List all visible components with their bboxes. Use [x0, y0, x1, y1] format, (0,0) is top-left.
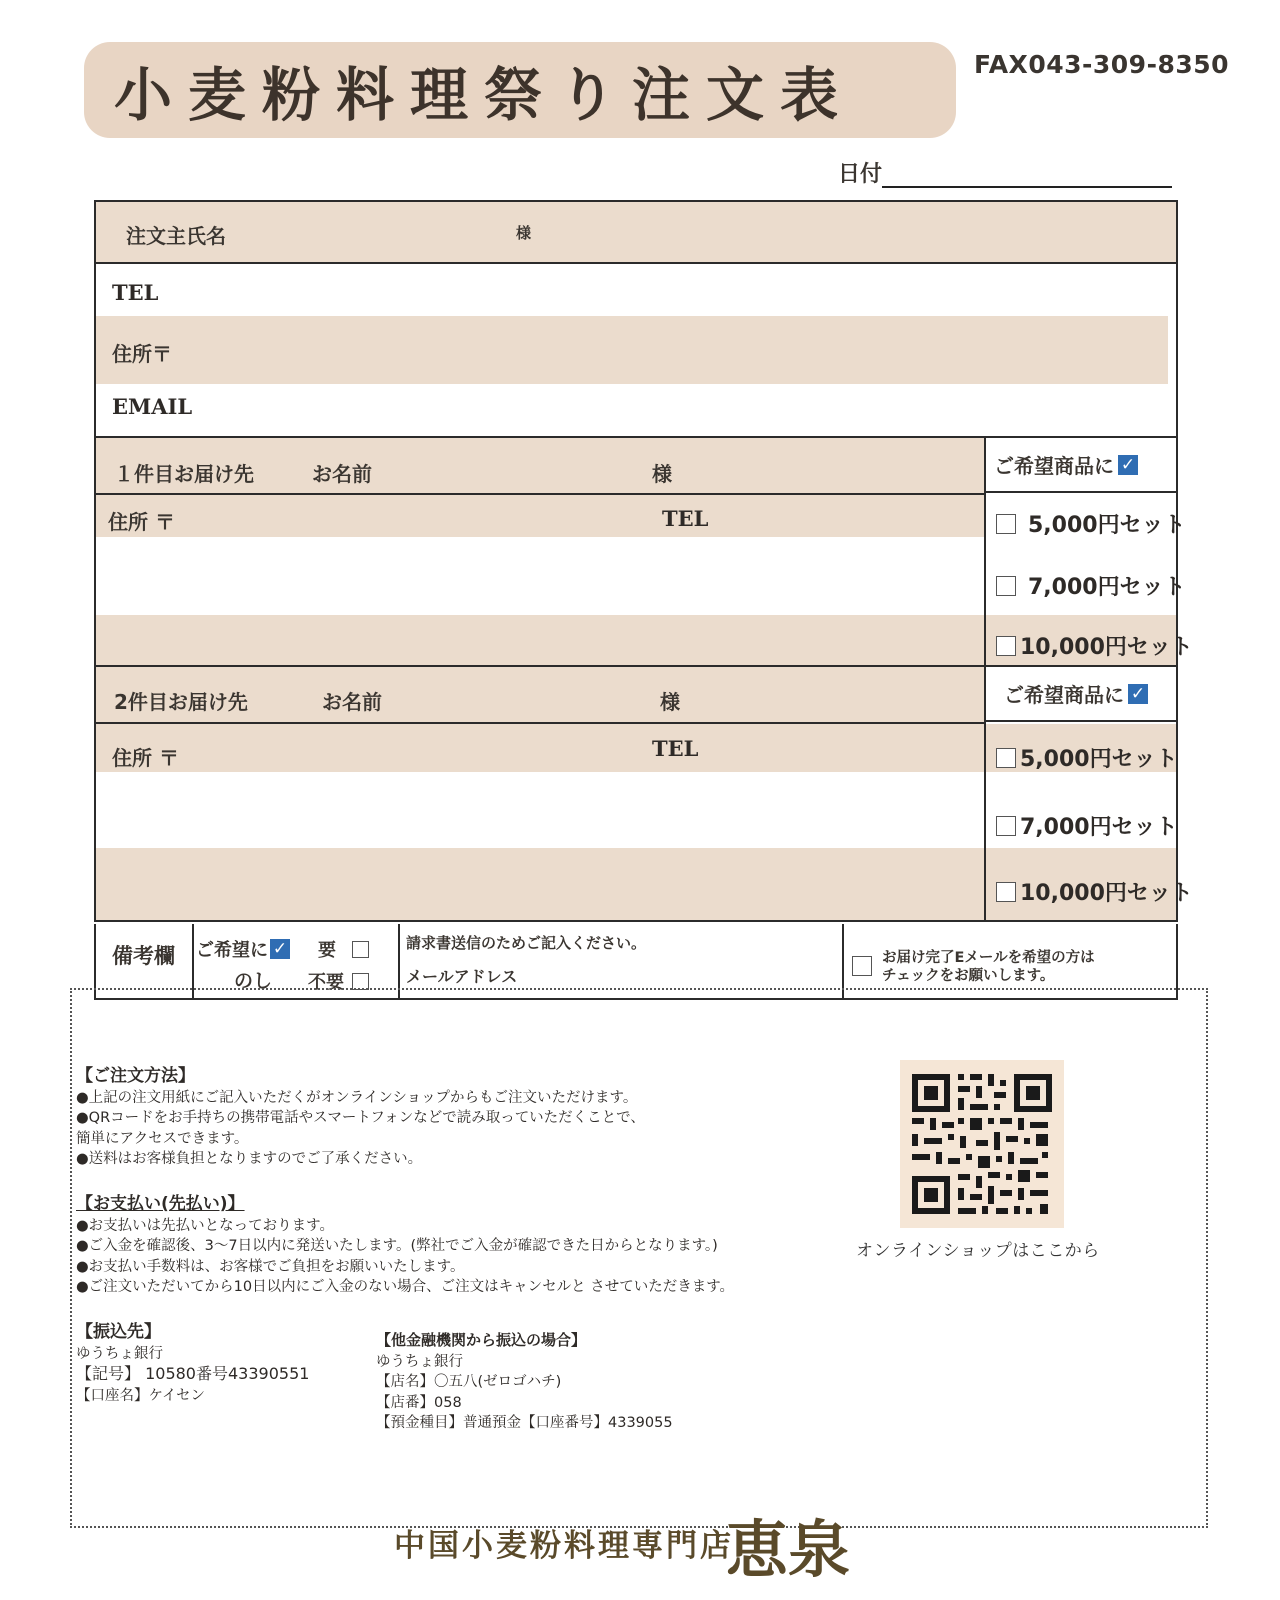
payment-line: ●お支払いは先払いとなっております。 [76, 1217, 334, 1234]
delivery-2-set-10000[interactable] [996, 876, 1193, 907]
delivery-1-set-7000[interactable] [996, 570, 1186, 601]
delivery-2-heading: 2件目お届け先 [114, 690, 248, 714]
delivery-1-set-10000[interactable] [996, 630, 1193, 661]
date-field[interactable] [882, 186, 1172, 188]
completion-email-checkbox[interactable] [852, 956, 872, 976]
payment-line: ●ご入金を確認後、3～7日以内に発送いたします。(弊社でご入金が確認できた日からとなります。) [76, 1238, 718, 1254]
delivery-1-extra-row[interactable] [96, 615, 984, 667]
delivery-1-honorific: 様 [652, 462, 672, 486]
order-method-line: ●上記の注文用紙にご記入いただくがオンラインショップからもご注文いただけます。 [76, 1089, 638, 1106]
delivery-1-address-row[interactable] [96, 495, 984, 537]
orderer-email-label: EMAIL [112, 394, 193, 419]
shop-name: 中国小麦粉料理専門店 [394, 1528, 734, 1564]
delivery-2-product-header [986, 667, 1176, 722]
completion-email-note-1: お届け完了Eメールを希望の方は [882, 950, 1095, 966]
checkbox-icon[interactable] [352, 973, 369, 990]
transfer-line: 【口座名】ケイセン [76, 1387, 206, 1404]
orderer-honorific: 様 [516, 224, 532, 242]
invoice-note: 請求書送信のためご記入ください。 [406, 934, 647, 952]
delivery-1-name-label: お名前 [312, 462, 372, 486]
other-bank-line: 【店番】058 [376, 1394, 462, 1411]
payment-block [76, 1194, 734, 1298]
payment-title: 【お支払い(先払い)】 [76, 1194, 245, 1214]
delivery-2-extra-row[interactable] [96, 848, 984, 920]
payment-line: ●ご注文いただいてから10日以内にご入金のない場合、ご注文はキャンセルと させていただきます。 [76, 1279, 735, 1295]
delivery-2-address-label: 住所 〒 [112, 746, 179, 770]
orderer-tel-label: TEL [112, 280, 159, 305]
shop-logo: 恵泉 [726, 1513, 851, 1586]
order-method-line: 簡単にアクセスできます。 [76, 1130, 249, 1147]
transfer-line: 【記号】 10580番号43390551 [76, 1364, 310, 1383]
orderer-address-row[interactable] [96, 316, 1168, 384]
payment-line: ●お支払い手数料は、お客様でご負担をお願いいたします。 [76, 1258, 465, 1275]
orderer-section [94, 200, 1178, 436]
delivery-2-address-row[interactable] [96, 724, 984, 772]
noshi-prompt [196, 936, 290, 962]
qr-code-icon[interactable] [900, 1060, 1064, 1228]
other-bank-title: 【他金融機関から振込の場合】 [376, 1331, 587, 1349]
checkbox-icon[interactable] [996, 514, 1016, 534]
delivery-2-product-header-label: ご希望商品に [1004, 683, 1124, 707]
delivery-1-product-header-label: ご希望商品に [994, 454, 1114, 478]
checkbox-icon[interactable] [996, 816, 1016, 836]
delivery-1-address-field[interactable] [96, 537, 984, 615]
checkbox-icon[interactable] [996, 576, 1016, 596]
checkbox-checked-icon: ✓ [270, 939, 290, 959]
other-bank-block [376, 1330, 673, 1434]
delivery-1-address-label: 住所 〒 [108, 510, 175, 534]
order-method-line: ●QRコードをお手持ちの携帯電話やスマートフォンなどで読み取っていただくことで、 [76, 1110, 645, 1126]
other-bank-line: 【店名】〇五八(ゼロゴハチ) [376, 1374, 562, 1390]
delivery-1-set-7000-label: 7,000円セット [1028, 575, 1186, 600]
delivery-2-set-7000[interactable] [996, 810, 1178, 841]
noshi-need-label: 要 [318, 940, 336, 961]
order-method-block [76, 1066, 645, 1170]
delivery-2-set-7000-label: 7,000円セット [1020, 815, 1178, 840]
delivery-2-set-10000-label: 10,000円セット [1020, 881, 1193, 906]
delivery-2-name-label: お名前 [322, 690, 382, 714]
mail-address-label[interactable]: メールアドレス [406, 967, 518, 986]
fax-number: FAX043-309-8350 [974, 50, 1230, 79]
checkbox-icon[interactable] [996, 636, 1016, 656]
remarks-label: 備考欄 [112, 944, 175, 968]
checkbox-icon[interactable] [352, 941, 369, 958]
order-method-line: ●送料はお客様負担となりますのでご了承ください。 [76, 1151, 423, 1167]
delivery-1-heading: １件目お届け先 [114, 462, 254, 486]
other-bank-line: ゆうちょ銀行 [376, 1353, 463, 1370]
page-title: 小麦粉料理祭り注文表 [114, 61, 855, 129]
delivery-2-honorific: 様 [660, 690, 680, 714]
noshi-prompt-label: ご希望に [196, 940, 268, 961]
order-method-title: 【ご注文方法】 [76, 1066, 195, 1086]
delivery-1-set-5000-label: 5,000円セット [1028, 513, 1186, 538]
transfer-title: 【振込先】 [76, 1322, 161, 1342]
orderer-address-label: 住所〒 [112, 342, 172, 366]
title-banner [84, 42, 956, 138]
noshi-not-need-label: 不要 [308, 972, 344, 993]
delivery-1-set-5000[interactable] [996, 508, 1186, 539]
delivery-1-set-10000-label: 10,000円セット [1020, 635, 1193, 660]
orderer-name-label: 注文主氏名 [126, 224, 226, 248]
checkbox-icon[interactable] [996, 882, 1016, 902]
delivery-2-tel-label: TEL [652, 736, 699, 761]
checkbox-checked-icon: ✓ [1128, 684, 1148, 704]
delivery-1-tel-label: TEL [662, 506, 709, 531]
noshi-label: のし [234, 970, 273, 992]
checkbox-checked-icon: ✓ [1118, 455, 1138, 475]
date-label: 日付 [838, 162, 883, 187]
delivery-1-product-header [986, 438, 1176, 493]
noshi-need-option[interactable] [318, 936, 369, 962]
delivery-2-set-5000[interactable] [996, 742, 1178, 773]
delivery-2-set-5000-label: 5,000円セット [1020, 747, 1178, 772]
other-bank-line: 【預金種目】普通預金【口座番号】4339055 [376, 1415, 673, 1431]
orderer-name-row[interactable] [96, 202, 1176, 264]
qr-code-graphic [900, 1060, 1064, 1228]
transfer-block [76, 1322, 309, 1406]
completion-email-note-2: チェックをお願いします。 [882, 968, 1055, 984]
delivery-2-address-field[interactable] [96, 772, 984, 848]
transfer-line: ゆうちょ銀行 [76, 1345, 163, 1362]
checkbox-icon[interactable] [996, 748, 1016, 768]
qr-caption: オンラインショップはここから [856, 1241, 1100, 1261]
